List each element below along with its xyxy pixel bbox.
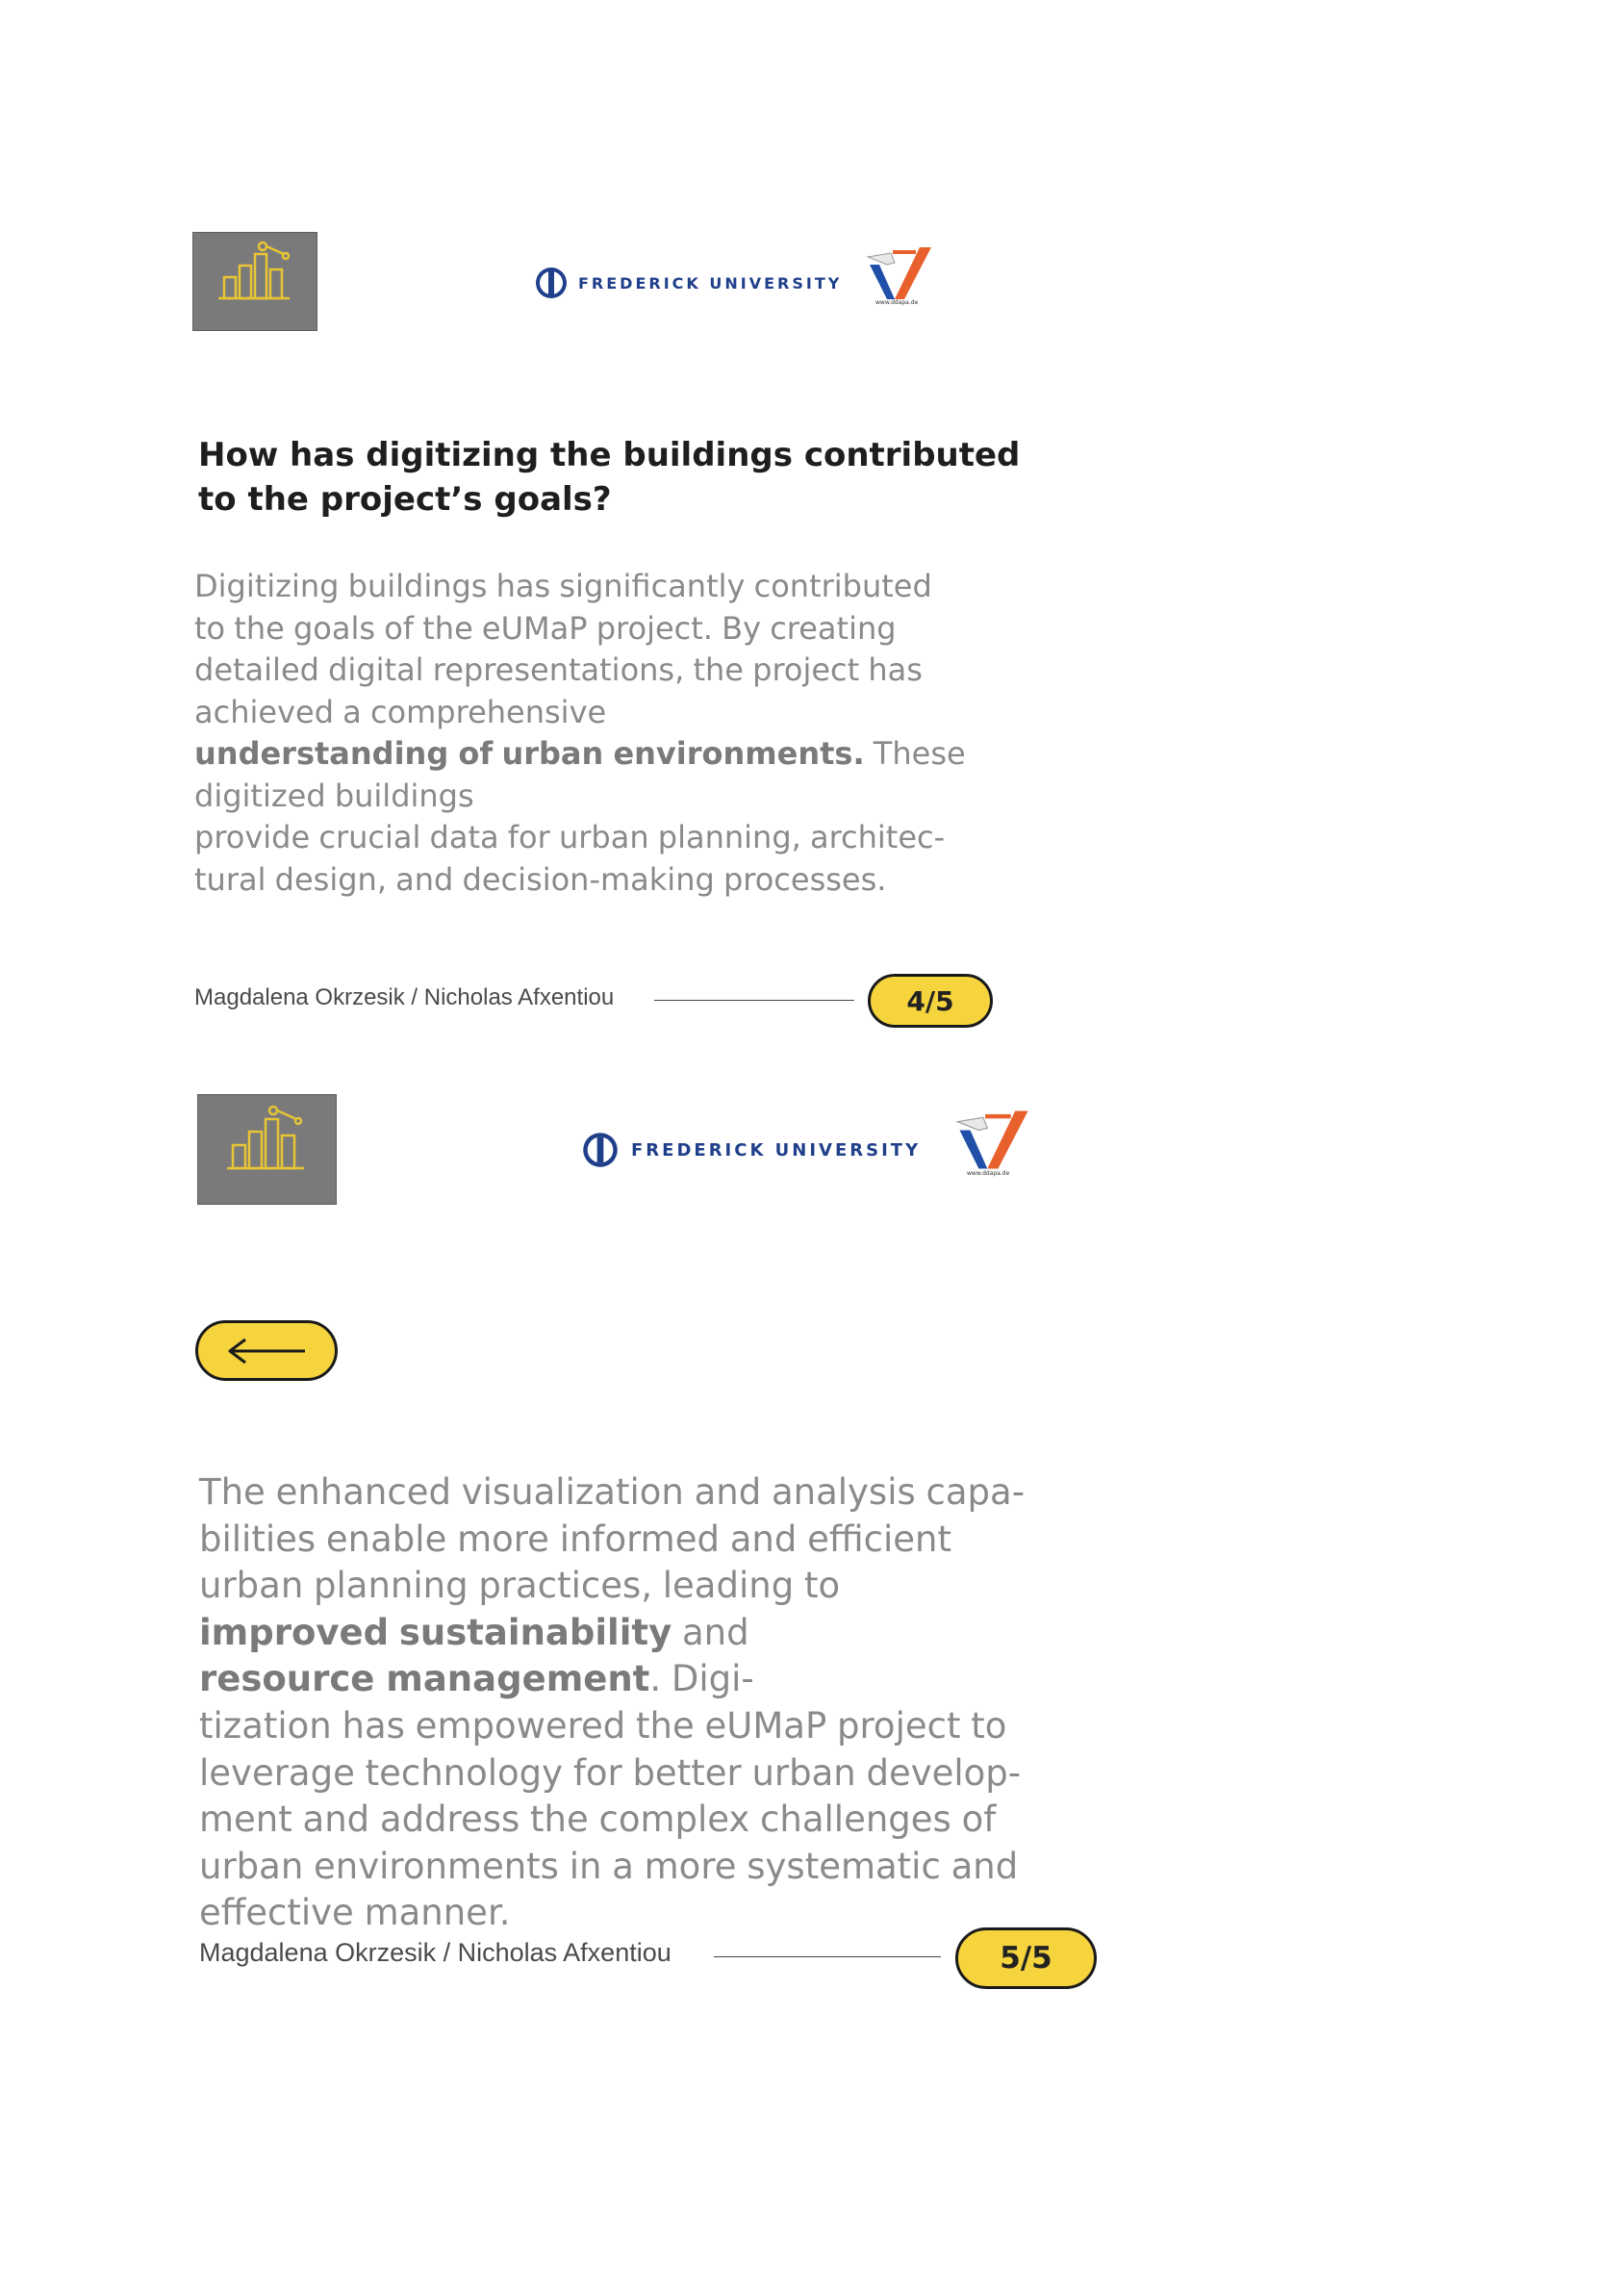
body-segment: provide crucial data for urban planning, architec- [194,819,946,855]
heading-line-1: How has digitizing the buildings contributed [198,436,1021,474]
eumap-logo-mark [193,233,317,330]
body-segment: to the goals of the eUMaP project. By creating [194,609,897,647]
heading-line-2: to the project’s goals? [198,480,612,519]
slide-4-page-number: 4/5 [906,984,954,1017]
body-segment: effective manner. [199,1892,511,1934]
body-segment: urban planning practices, leading to [199,1565,841,1607]
emphasis-text: understanding of [194,735,494,772]
body-segment: urban environments in a more systematic and [199,1845,1019,1887]
frederick-university-logo [534,266,842,300]
arrow-left-icon [224,1337,309,1365]
ddapa-url: www.ddapa.de [875,299,919,306]
body-segment: tural design, and decision-making processes. [194,860,887,898]
frederick-university-logo [581,1131,921,1169]
body-segment: leverage technology for better urban develop- [199,1751,1022,1794]
frederick-university-name: FREDERICK UNIVERSITY [631,1139,922,1161]
body-segment: achieved a comprehensive [194,693,607,730]
frederick-emblem-icon [581,1131,620,1169]
emphasis-text: resource management [199,1658,650,1700]
slide-5-page-number: 5/5 [1000,1941,1052,1976]
slide-5-page-indicator [955,1927,1097,1989]
slide-4-authors: Magdalena Okrzesik / Nicholas Afxentiou [194,984,615,1010]
body-segment: tization has empowered the eUMaP project to [199,1704,1007,1747]
slide-4-page-indicator [868,974,993,1028]
eumap-logo [197,1094,337,1205]
body-segment: . Digi- [649,1658,754,1700]
emphasis-text: urban environments. [501,735,865,772]
body-segment: detailed digital representations, the project has [194,651,923,688]
slide-5-divider [714,1956,941,1957]
body-segment: bilities enable more informed and efficient [199,1518,951,1560]
frederick-emblem-icon [534,266,569,300]
slide-4-heading [198,433,1064,522]
body-segment: and [672,1611,749,1653]
slide-5-authors: Magdalena Okrzesik / Nicholas Afxentiou [199,1938,672,1967]
body-segment: ment and address the complex challenges of [199,1799,997,1841]
eumap-logo [192,232,317,331]
eumap-logo-mark [198,1095,336,1204]
body-segment: Digitizing buildings has significantly contributed [194,568,932,604]
body-segment: These digitized buildings [194,735,966,814]
ddapa-url: www.ddapa.de [967,1170,1010,1177]
emphasis-text: improved [199,1611,390,1653]
body-segment [389,1612,399,1653]
emphasis-text: sustainability [398,1611,672,1653]
ddapa-logo [955,1107,1032,1182]
back-button[interactable] [195,1320,338,1381]
body-segment: The enhanced visualization and analysis capa- [199,1471,1026,1513]
frederick-university-name: FREDERICK UNIVERSITY [578,273,843,293]
slide-4-body-text [194,566,993,901]
slide-5-body-text [199,1469,1065,1937]
slide-4-divider [654,1000,854,1001]
ddapa-logo [866,243,935,311]
